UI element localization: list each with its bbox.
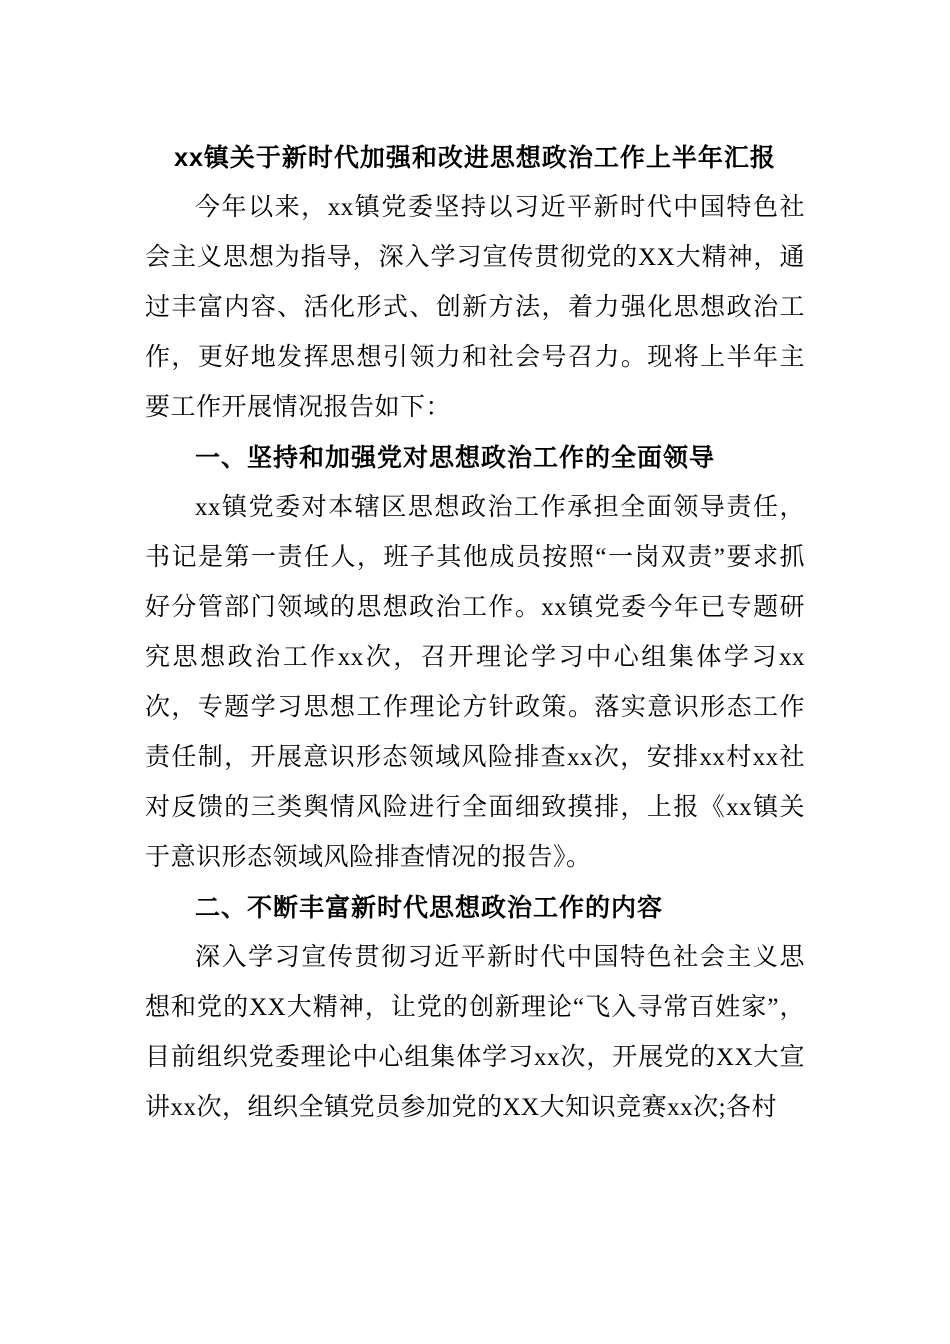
paragraph-intro: 今年以来，xx镇党委坚持以习近平新时代中国特色社会主义思想为指导，深入学习宣传贯彻党的XX大精神，通过丰富内容、活化形式、创新方法，着力强化思想政治工作，更好地发挥思想引领力和社会号召力。现将上半年主要工作开展情况报告如下： xyxy=(145,194,805,421)
paragraph-section-2: 深入学习宣传贯彻习近平新时代中国特色社会主义思想和党的XX大精神，让党的创新理论“飞入寻常百姓家”，目前组织党委理论中心组集体学习xx次，开展党的XX大宣讲xx次，组织全镇党员参加党的XX大知识竞赛xx次;各村 xyxy=(145,944,805,1121)
paragraph-section-1: xx镇党委对本辖区思想政治工作承担全面领导责任，书记是第一责任人，班子其他成员按照“一岗双责”要求抓好分管部门领域的思想政治工作。xx镇党委今年已专题研究思想政治工作xx次，召开理论学习中心组集体学习xx次，专题学习思想工作理论方针政策。落实意识形态工作责任制，开展意识形态领域风险排查xx次，安排xx村xx社对反馈的三类舆情风险进行全面细致摸排，上报《xx镇关于意识形态领域风险排查情况的报告》。 xyxy=(145,494,805,871)
section-heading-1: 一、坚持和加强党对思想政治工作的全面领导 xyxy=(195,444,716,472)
document-title: xx镇关于新时代加强和改进思想政治工作上半年汇报 xyxy=(174,144,776,172)
section-heading-2: 二、不断丰富新时代思想政治工作的内容 xyxy=(195,894,664,922)
